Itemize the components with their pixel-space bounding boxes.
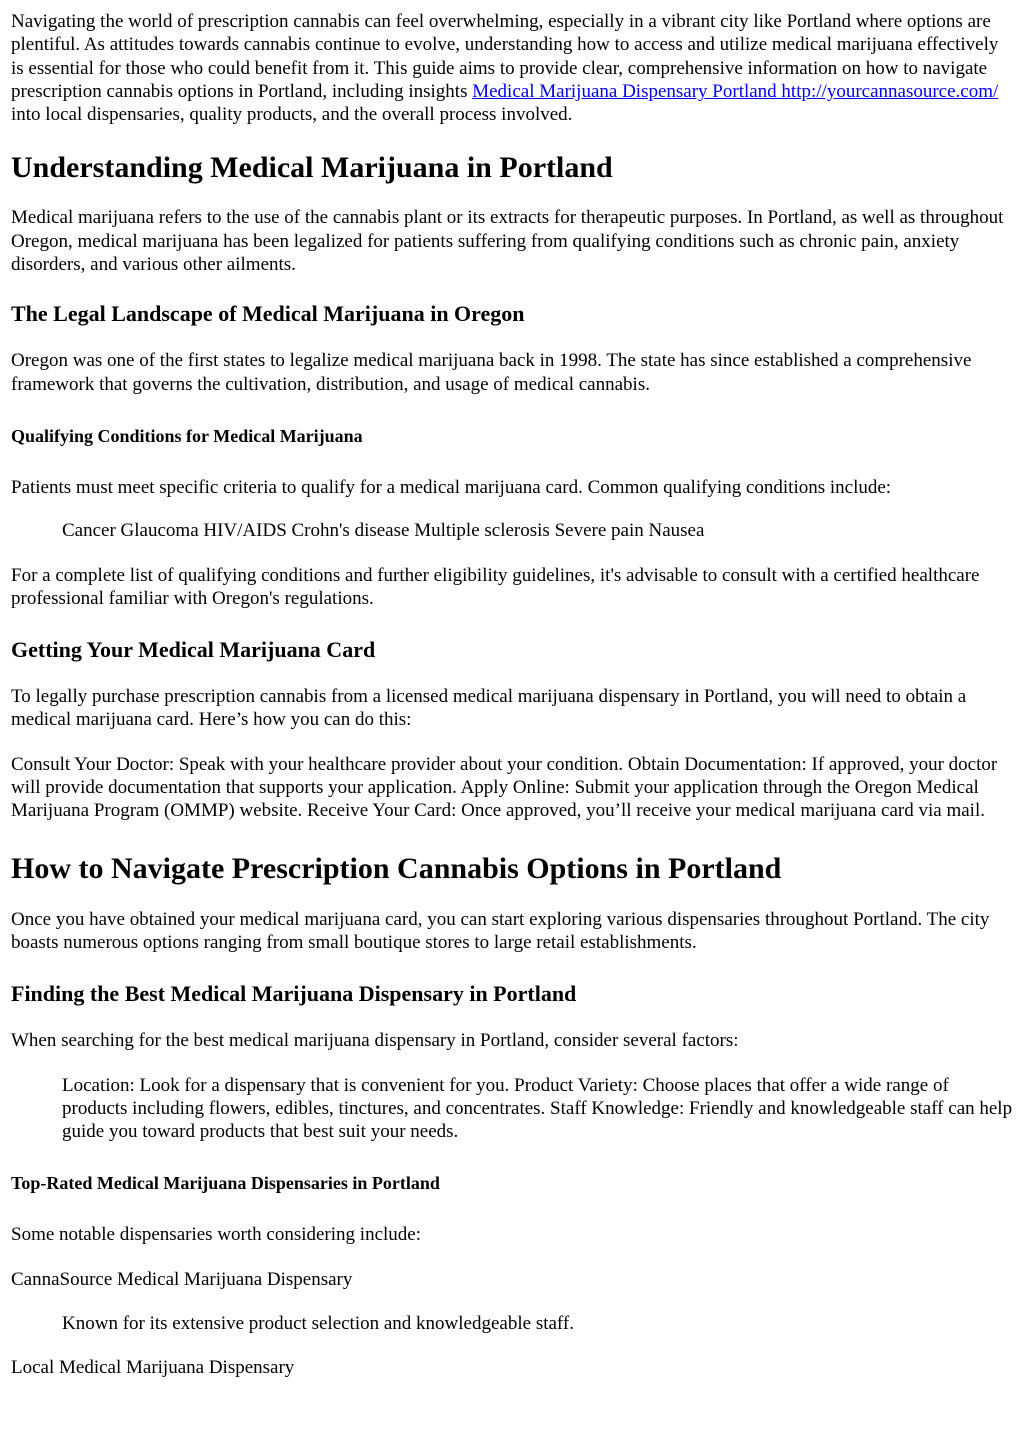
heading-getting-card: Getting Your Medical Marijuana Card <box>11 637 376 663</box>
getting-card-paragraph: To legally purchase prescription cannabis from a licensed medical marijuana dispensary in Portland, you will need to obtain a medical marijuana card. Here’s how you can do this: <box>11 686 967 731</box>
qualifying-guidelines-paragraph: For a complete list of qualifying conditions and further eligibility guidelines, it's advisable to consult with a certified healthcare professional familiar with Oregon's regulations. <box>11 564 980 609</box>
heading-top-rated-dispensaries: Top-Rated Medical Marijuana Dispensaries in Portland <box>11 1173 440 1194</box>
heading-qualifying-conditions: Qualifying Conditions for Medical Marijuana <box>11 425 363 446</box>
heading-navigate-options: How to Navigate Prescription Cannabis Options in Portland <box>11 851 782 885</box>
qualifying-criteria-paragraph: Patients must meet specific criteria to qualify for a medical marijuana card. Common qualifying conditions include: <box>11 476 892 498</box>
heading-finding-best-dispensary: Finding the Best Medical Marijuana Dispensary in Portland <box>11 981 577 1007</box>
heading-understanding-medical-marijuana: Understanding Medical Marijuana in Portland <box>11 151 613 185</box>
dispensary-link[interactable]: Medical Marijuana Dispensary Portland http://yourcannasource.com/ <box>472 80 999 102</box>
heading-legal-landscape: The Legal Landscape of Medical Marijuana in Oregon <box>11 301 525 327</box>
finding-best-paragraph: When searching for the best medical marijuana dispensary in Portland, consider several factors: <box>11 1030 739 1052</box>
conditions-list: Cancer Glaucoma HIV/AIDS Crohn's disease Multiple sclerosis Severe pain Nausea <box>62 520 705 542</box>
dispensary-name-local: Local Medical Marijuana Dispensary <box>11 1357 295 1379</box>
card-steps-paragraph: Consult Your Doctor: Speak with your healthcare provider about your condition. Obtain Documentation: If approved, your doctor will provide documentation that supports your application. Apply Online: Submit your application through the Oregon Medical Marijuana Program (OMMP) website. Receive Your Card: Once approved, you’ll receive your medical marijuana card via mail. <box>11 753 998 822</box>
intro-text-before-link: Navigating the world of prescription cannabis can feel overwhelming, especially in a vibrant city like Portland where options are plentiful. As attitudes towards cannabis continue to evolve, understanding how to access and utilize medical marijuana effectively is essential for those who could benefit from it. This guide aims to provide clear, comprehensive information on how to navigate prescription cannabis options in Portland, including insights <box>11 11 999 102</box>
dispensary-name-cannasource: CannaSource Medical Marijuana Dispensary <box>11 1268 353 1290</box>
intro-paragraph <box>11 10 1013 126</box>
understanding-paragraph: Medical marijuana refers to the use of the cannabis plant or its extracts for therapeutic purposes. In Portland, as well as throughout Oregon, medical marijuana has been legalized for patients suffering from qualifying conditions such as chronic pain, anxiety disorders, and various other ailments. <box>11 207 1004 276</box>
intro-text-after-link: into local dispensaries, quality products, and the overall process involved. <box>11 104 573 126</box>
factors-list: Location: Look for a dispensary that is convenient for you. Product Variety: Choose places that offer a wide range of products including flowers, edibles, tinctures, and concentrates. Staff Knowledge: Friendly and knowledgeable staff can help guide you toward products that best suit your needs. <box>62 1074 1013 1143</box>
legal-landscape-paragraph: Oregon was one of the first states to legalize medical marijuana back in 1998. The state has since established a comprehensive framework that governs the cultivation, distribution, and usage of medical cannabis. <box>11 350 972 395</box>
notable-dispensaries-paragraph: Some notable dispensaries worth considering include: <box>11 1224 421 1246</box>
dispensary-description-cannasource: Known for its extensive product selection and knowledgeable staff. <box>62 1313 574 1335</box>
navigate-options-paragraph: Once you have obtained your medical marijuana card, you can start exploring various dispensaries throughout Portland. The city boasts numerous options ranging from small boutique stores to large retail establishments. <box>11 908 990 953</box>
